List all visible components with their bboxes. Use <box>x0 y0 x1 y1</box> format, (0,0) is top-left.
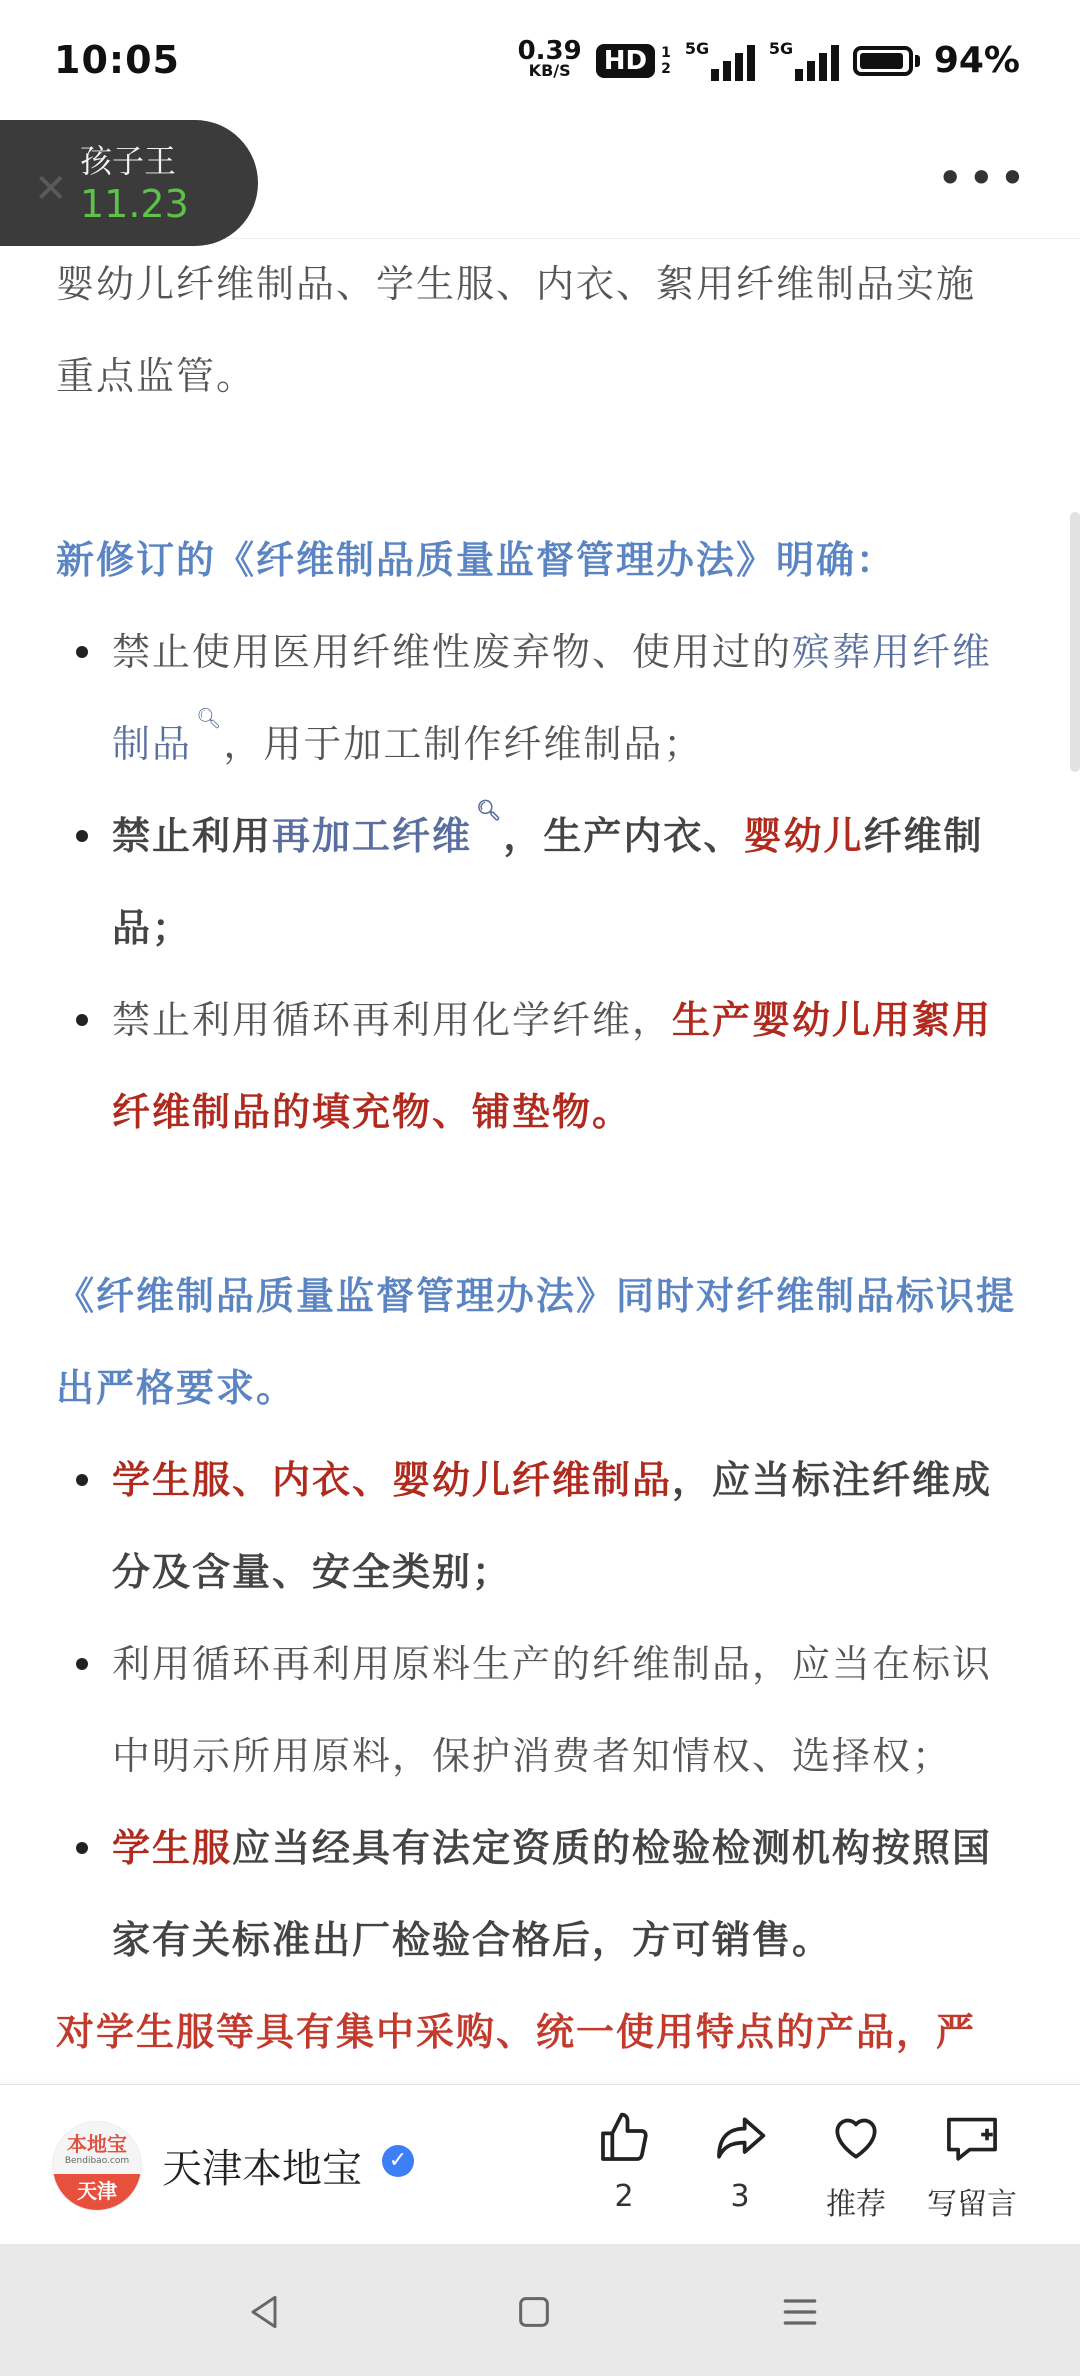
section-heading: 新修订的《纤维制品质量监督管理办法》明确： <box>56 538 897 582</box>
sim1-tag: 5G <box>684 38 710 58</box>
comment-label: 写留言 <box>927 2187 1017 2222</box>
text: 重点监管。 <box>56 354 257 398</box>
comment-button[interactable] <box>922 2103 1022 2223</box>
text: 禁止利用 <box>112 814 273 858</box>
text: ，生产内衣、 <box>503 814 744 858</box>
battery-icon <box>853 46 920 76</box>
system-nav-bar <box>0 2244 1080 2376</box>
list-item <box>56 606 1026 790</box>
highlight-text: 生产婴幼儿用絮用纤维制品的填充物、铺垫物。 <box>112 998 993 1134</box>
keyword-link[interactable]: 殡葬用纤维制品 <box>112 630 993 766</box>
floating-pill-value: 11.23 <box>80 182 189 226</box>
battery-fill <box>860 53 903 69</box>
text: 应当经具有法定资质的检验检测机构按照国家有关标准出厂检验合格后，方可销售。 <box>112 1826 993 1962</box>
verified-icon: ✓ <box>382 2145 414 2177</box>
list-item <box>56 1618 1026 1802</box>
share-button[interactable] <box>690 2103 790 2214</box>
logo-bottom-text: 天津 <box>53 2174 141 2210</box>
article-body <box>56 238 1026 2078</box>
hd-sub-bottom: 2 <box>661 60 671 77</box>
more-icon[interactable]: ••• <box>936 151 1030 205</box>
search-icon[interactable]: 🔍︎ <box>476 798 504 822</box>
keyword-link[interactable]: 再加工纤维 <box>272 814 473 858</box>
menu-icon[interactable] <box>770 2284 830 2340</box>
battery-percent: 94% <box>933 40 1020 81</box>
signal-sim1-icon <box>684 38 755 81</box>
highlight-text: 婴幼儿 <box>743 814 864 858</box>
text: ，应当标注纤维成分及含量、安全类别； <box>112 1458 993 1594</box>
back-icon[interactable] <box>234 2284 294 2340</box>
thumbs-up-icon <box>574 2103 674 2173</box>
text: 纤维制品； <box>112 814 984 950</box>
logo-top-text: 本地宝 <box>67 2132 127 2156</box>
status-time: 10:05 <box>54 38 180 82</box>
like-button[interactable] <box>574 2103 674 2214</box>
floating-pill-name: 孩子王 <box>80 142 177 180</box>
share-icon <box>690 2103 790 2173</box>
hd-icon: HD <box>596 44 655 78</box>
text: ，用于加工制作纤维制品； <box>223 722 704 766</box>
hd-sim-indicator <box>661 45 671 77</box>
net-speed-unit: KB/S <box>528 60 571 80</box>
home-icon[interactable] <box>504 2284 564 2340</box>
highlight-text: 学生服 <box>112 1826 233 1870</box>
article-content[interactable] <box>0 238 1080 2084</box>
text: 婴幼儿纤维制品、学生服、内衣、絮用纤维制品实施 <box>56 262 977 306</box>
account-avatar[interactable] <box>52 2121 142 2211</box>
recommend-button[interactable] <box>806 2103 906 2223</box>
status-bar <box>0 0 1080 130</box>
close-icon[interactable]: ✕ <box>34 166 68 212</box>
net-speed <box>517 35 582 81</box>
paragraph-cut: 对学生服等具有集中采购、统一使用特点的产品，严 <box>56 2010 977 2054</box>
scrollbar[interactable] <box>1070 512 1080 772</box>
bottom-action-bar <box>0 2084 1080 2245</box>
search-icon[interactable]: 🔍︎ <box>196 706 224 730</box>
recommend-label: 推荐 <box>826 2187 886 2222</box>
bullet-list <box>56 1434 1026 1986</box>
share-count: 3 <box>730 2179 750 2214</box>
highlight-text: 学生服、内衣、婴幼儿纤维制品 <box>112 1458 673 1502</box>
list-item <box>56 1802 1026 1986</box>
like-count: 2 <box>614 2179 634 2214</box>
signal-sim2-icon <box>768 38 839 81</box>
section-heading: 《纤维制品质量监督管理办法》同时对纤维制品标识提出严格要求。 <box>56 1274 1017 1410</box>
text: 禁止利用循环再利用化学纤维， <box>112 998 673 1042</box>
text: 禁止使用医用纤维性废弃物、使用过的 <box>112 630 793 674</box>
status-indicators <box>517 35 1020 81</box>
account-name[interactable]: 天津本地宝 <box>162 2146 362 2192</box>
list-item <box>56 974 1026 1158</box>
heart-icon <box>806 2103 906 2173</box>
bullet-list <box>56 606 1026 1158</box>
net-speed-value: 0.39 <box>517 35 582 66</box>
hd-sub-top: 1 <box>661 44 671 61</box>
sim2-tag: 5G <box>768 38 794 58</box>
text: 利用循环再利用原料生产的纤维制品，应当在标识中明示所用原料，保护消费者知情权、选择权； <box>112 1642 993 1778</box>
list-item <box>56 790 1026 974</box>
floating-pill[interactable] <box>0 120 258 246</box>
logo-mid-text: Bendibao.com <box>64 2156 130 2166</box>
comment-icon <box>922 2103 1022 2173</box>
paragraph <box>56 238 1026 422</box>
list-item <box>56 1434 1026 1618</box>
